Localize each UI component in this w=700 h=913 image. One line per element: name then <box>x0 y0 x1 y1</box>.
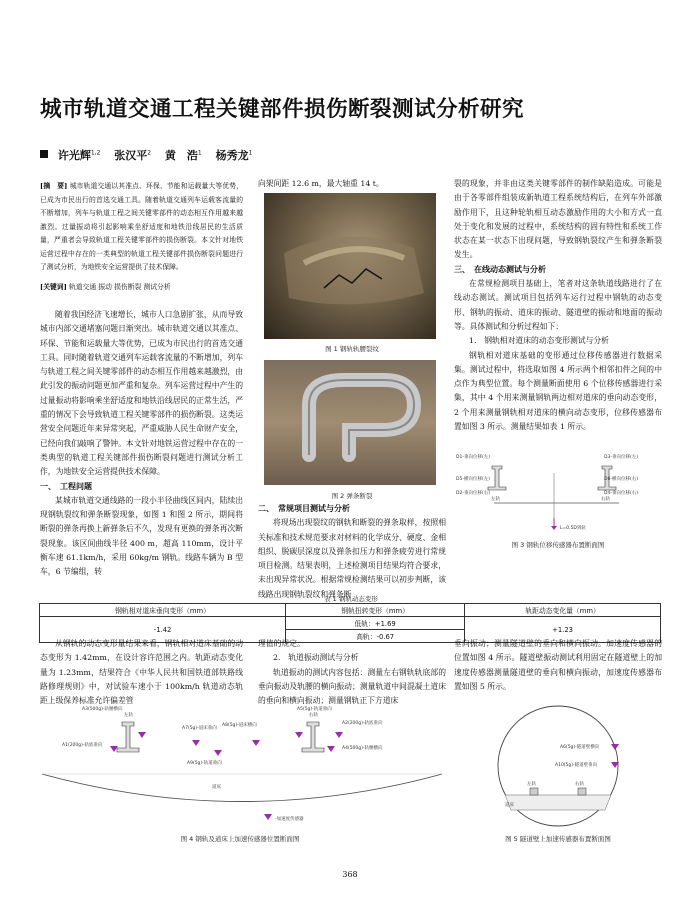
figure-2-clip-photo <box>264 360 436 485</box>
label-d1: D1-垂向位移(左) <box>456 455 490 460</box>
intro-paragraph: 随着我国经济飞速增长，城市人口急剧扩张，从而导致城市内部交通堵塞问题日渐突出。城市轨道交通以其准点、环保、节能和运载量大等优势，已成为市民出行的首选交通工具。同时随着轨道交通列车运载客流量的不断增加，列车与轨道工程之间关键零部件的动态相互作用越来越激烈，由此引发的振动问题更加严重和复杂。列车运营过程中产生的过量振动将影响乘坐舒适度和地铁沿线居民的正常生活，严重的情况下会导致轨道工程关键零部件的损伤断裂。这类运营安全问题近年来异常突起，严重威胁人民生命财产安全，已经向我们敲响了警钟。本文针对地铁运营过程中存在的一类典型的轨道工程关键部件损伤断裂问题进行测试分析工作，为地铁安全运营提供技术保障。 <box>40 310 243 477</box>
author-3: 黄 浩$^1$ <box>164 149 202 162</box>
right-rail-icon <box>302 722 324 752</box>
section-3-paragraph: 在常规检测项目基础上，笔者对这条轨道线路进行了在线动态测试。测试项目包括列车运行过程中钢轨的动态变形、钢轨的振动、道床的振动、隧道壁的振动和地面的振动等。具体测试和分析过程如下： <box>454 279 662 331</box>
section-2-paragraph: 将现场出现裂纹的钢轨和断裂的弹条取样，按照相关标准和技术规范要求对材料的化学成分、硬度、金相组织、脱碳层深度以及弹条扣压力和弹条疲劳进行常规项目检测。结果表明，上述检测项目结果均符合要求，未出现异常状况。根据常规检测结果可以初步判断，该线路出现钢轨裂纹和弹条断 <box>258 518 446 599</box>
elastic-clip-illustration <box>264 360 436 485</box>
label-right-rail: 右轨 <box>309 713 318 718</box>
label-a6: A6(5g)-隧道壁横向 <box>560 745 600 750</box>
left-rail-icon <box>117 722 139 752</box>
paper-title: 城市轨道交通工程关键部件损伤断裂测试分析研究 <box>40 97 525 122</box>
label-left-rail: 左轨 <box>527 782 536 787</box>
abstract: [摘 要] 城市轨道交通以其准点、环保、节能和运载量大等优势，已成为市民出行的首选交通工具。随着轨道交通列车运载客流量的不断增加，列车与轨道工程之间关键零部件的动态相互作用越来越激烈。过量振动将引起影响乘坐舒适度和地铁沿线居民的生活质量，严重者会导致轨道工程关键零部件的损伤断裂。本文针对地铁运营过程中存在的一类典型的轨道工程关键部件损伤断裂问题进行了测试分析，为地铁安全运营提供了技术保障。 <box>40 182 243 271</box>
table-1-caption: 表 1 钢轨动态变形 <box>324 595 378 603</box>
label-a9: A9(5g)-轨道垂向 <box>187 761 222 766</box>
label-legend: -加速度传感器 <box>275 817 304 822</box>
author-1: 许光辉$^{1,2}$ <box>57 149 101 162</box>
label-d4: D4-垂向位移(右) <box>604 491 638 496</box>
label-rail-left: 左轨 <box>491 497 500 502</box>
figure-4-caption: 图 4 钢轨及道床上加速传感器位置断面图 <box>180 835 300 843</box>
column-2-section-2 <box>258 502 446 602</box>
section-1-paragraph: 某城市轨道交通线路的一段小半径曲线区间内，陆续出现钢轨裂纹和弹条断裂现象，如图 1 和图 2 所示，期间将断裂的弹条再换上新弹条后不久，发现有更换的弹条再次断裂现象。该区间曲线半径 400 m，超高 110mm，设计平衡车速 61.1km/h，采用 60kg/m 钢轨。线路车辆为 B 型车，6 节编组，转 <box>40 495 243 577</box>
label-rail-right: 右轨 <box>601 497 610 502</box>
section-1-heading: 一、 工程问题 <box>40 481 92 491</box>
label-d5: D5-横向位移(左) <box>456 477 490 482</box>
bullet-square-icon <box>40 150 48 158</box>
label-a8: A8(5g)-道床横向 <box>222 723 257 728</box>
figure-3-caption: 图 3 钢轨位移传感器布置断面图 <box>511 541 605 549</box>
table-cell: -1.42 <box>40 617 286 643</box>
label-a5: A5(5g)-轨道垂向 <box>297 707 332 712</box>
label-a10: A10(5g)-隧道壁垂向 <box>555 763 598 768</box>
left-rail-icon <box>530 788 538 795</box>
table-cell: 低轨：+1.69 <box>286 617 465 630</box>
table-header-row <box>40 604 661 617</box>
bottom-column-2: 理值的规定。 2. 轨道振动测试与分析 轨道振动的测试内容包括：测量左右钢轨轨底部的垂向振动及轨腰的横向振动；测量轨道中间混凝土道床的垂向和横向振动；测量钢轨正下方道床 <box>258 639 446 706</box>
bottom-column-1: 从钢轨的动态变形量结果来看，钢轨相对道床基础的动态变形为 1.42mm，在设计容许范围之内。轨距动态变化量为 1.23mm，结果符合《中华人民共和国铁道部铁路线路修理规则》中，对试验车速小于 100km/h 轨道动态轨距上级保养标准允许偏差管 <box>40 639 243 706</box>
table-header-cell: 钢轨相对道床垂向变形（mm） <box>40 604 286 617</box>
figure-2-caption: 图 2 弹条断裂 <box>331 492 373 500</box>
page-number: 368 <box>342 870 358 879</box>
author-2: 张汉平$^2$ <box>114 149 152 162</box>
label-a4: A4(500g)-轨腰横向 <box>342 746 383 751</box>
rail-crack-illustration <box>264 193 436 339</box>
column-3-continuation: 裂的现象，并非由这类关键零部件的制作缺陷造成。可能是由于各零部件组装成新轨道工程系统结构后，在列车外部激励作用下，且这种轮轨相互动态激励作用的大小和方式一直处于变化和发展的过程中，系统结构的固有特性和系统工作状态在某一状态下出现问题，导致钢轨裂纹产生和弹条断裂发生。 <box>454 179 662 260</box>
keywords: [关键词] 轨道交通 振动 损伤断裂 测试分析 <box>40 282 171 291</box>
column-3 <box>454 177 662 434</box>
label-right-rail: 右轨 <box>575 782 584 787</box>
subsection-2-heading: 2. 轨道振动测试与分析 <box>273 653 359 663</box>
table-row <box>40 617 661 630</box>
column-2-continuation: 向架间距 12.6 m，最大轴重 14 t。 <box>258 179 384 188</box>
bottom-column-3: 垂向振动；测量隧道壁的垂向和横向振动。加速度传感器的位置如图 4 所示。隧道壁振动测试利用固定在隧道壁上的加速度传感器测量隧道壁的垂向和横向振动，加速度传感器布置如图 5 所示。 <box>454 639 662 691</box>
label-a3: A3(500g)-轨腰横向 <box>82 707 123 712</box>
figure-4-diagram <box>42 704 442 834</box>
table-cell: +1.23 <box>465 617 661 643</box>
figure-3-diagram <box>454 448 662 533</box>
label-d6: D6-横向位移(右) <box>604 477 638 482</box>
column-1 <box>40 180 243 580</box>
figure-5-diagram <box>455 700 661 828</box>
label-a7: A7(5g)-道床垂向 <box>182 726 217 731</box>
table-cell: 高轨：-0.67 <box>286 630 465 643</box>
left-rail-icon <box>488 466 506 490</box>
label-base: L=0.5D到轨 <box>560 526 586 531</box>
figure-1-rail-crack-photo <box>264 193 436 339</box>
label-d3: D3-垂向位移(左) <box>604 455 638 460</box>
section-2-heading: 二、 常规项目测试与分析 <box>258 504 350 513</box>
subsection-1-paragraph: 钢轨相对道床基础的变形通过位移传感器进行数据采集。测试过程中，将选取如图 4 所示两个相邻扣件之间的中点作为典型位置。每个测量断面使用 6 个位移传感器进行采集，其中 4 个用来测量钢轨两边相对道床的垂向动态变形，2 个用来测量钢轨相对道床的横向动态变形，位移传感器布置如图 3 所示。测量结果如表 1 所示。 <box>454 350 662 432</box>
label-bed: 道床 <box>505 803 514 808</box>
table-header-cell: 钢轨扭转变形（mm） <box>286 604 465 617</box>
label-bed: 道床 <box>212 785 221 790</box>
label-a2: A2(200g)-轨底垂向 <box>342 721 383 726</box>
section-3-heading: 三、 在线动态测试与分析 <box>454 264 546 274</box>
subsection-1-heading: 1. 钢轨相对道床的动态变形测试与分析 <box>469 336 609 346</box>
author-4: 杨秀龙$^1$ <box>215 149 253 162</box>
table-header-cell: 轨距动态变化量（mm） <box>465 604 661 617</box>
sensor-legend-icon <box>264 814 272 820</box>
label-left-rail: 左轨 <box>124 713 133 718</box>
author-line <box>40 147 262 163</box>
column-2 <box>258 177 446 191</box>
right-rail-icon <box>578 788 586 795</box>
label-d2: D2-垂向位移(右) <box>456 491 490 496</box>
figure-5-caption: 图 5 隧道壁上加速传感器布置断面图 <box>505 835 611 843</box>
figure-1-caption: 图 1 钢轨轨腰裂纹 <box>325 345 379 353</box>
label-a1: A1(200g)-轨底垂向 <box>62 743 103 748</box>
